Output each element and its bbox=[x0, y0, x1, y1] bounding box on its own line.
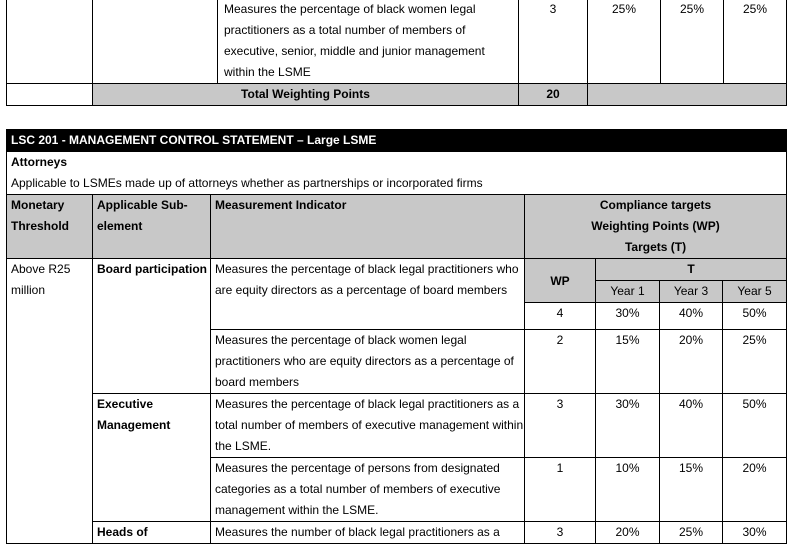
t-subheader: T bbox=[596, 259, 787, 281]
indicator-cell: Measures the percentage of black women legal practitioners as a total number of members of executive, senior, middle and junior management within the LSME bbox=[218, 0, 519, 84]
management-control-statement-table bbox=[6, 129, 787, 544]
year3-cell: 15% bbox=[660, 458, 723, 522]
threshold-cell: Above R25 million bbox=[7, 259, 93, 544]
wp-cell: 1 bbox=[525, 458, 596, 522]
year5-cell: 25% bbox=[724, 0, 787, 84]
subelement-cell: Heads of bbox=[93, 522, 211, 544]
wp-subheader: WP bbox=[525, 259, 596, 303]
empty-cell bbox=[588, 84, 787, 106]
targets-header: Targets (T) bbox=[525, 237, 787, 259]
year5-cell: 25% bbox=[723, 330, 787, 394]
weighting-table-fragment bbox=[6, 0, 787, 106]
subelement-cell: Executive Management bbox=[93, 394, 211, 522]
table-row bbox=[7, 394, 787, 458]
year3-cell: 25% bbox=[660, 522, 723, 544]
applicable-row bbox=[7, 173, 787, 195]
wp-cell: 3 bbox=[519, 0, 588, 84]
year3-cell: 40% bbox=[660, 303, 723, 330]
table-row bbox=[7, 259, 787, 281]
subelement-header: Applicable Sub-element bbox=[93, 195, 211, 259]
compliance-targets-header: Compliance targets bbox=[525, 195, 787, 217]
year1-subheader: Year 1 bbox=[596, 281, 660, 303]
weighting-points-header: Weighting Points (WP) bbox=[525, 216, 787, 237]
wp-cell: 4 bbox=[525, 303, 596, 330]
table-row bbox=[7, 522, 787, 544]
total-row bbox=[7, 84, 787, 106]
empty-cell bbox=[93, 0, 218, 84]
indicator-cell: Measures the percentage of black legal practitioners as a total number of members of executive management within the LSME. bbox=[211, 394, 525, 458]
wp-cell: 2 bbox=[525, 330, 596, 394]
year1-cell: 10% bbox=[596, 458, 660, 522]
year3-cell: 25% bbox=[661, 0, 724, 84]
year1-cell: 20% bbox=[596, 522, 660, 544]
subtitle-row bbox=[7, 152, 787, 174]
statement-title-row bbox=[7, 130, 787, 152]
year3-subheader: Year 3 bbox=[660, 281, 723, 303]
wp-cell: 3 bbox=[525, 394, 596, 458]
empty-cell bbox=[7, 0, 93, 84]
year5-cell: 20% bbox=[723, 458, 787, 522]
year5-cell: 30% bbox=[723, 522, 787, 544]
year5-cell: 50% bbox=[723, 394, 787, 458]
statement-subtitle: Attorneys bbox=[7, 152, 787, 174]
wp-cell: 3 bbox=[525, 522, 596, 544]
indicator-cell: Measures the number of black legal practitioners as a bbox=[211, 522, 525, 544]
year5-cell: 50% bbox=[723, 303, 787, 330]
year3-cell: 40% bbox=[660, 394, 723, 458]
year1-cell: 30% bbox=[596, 394, 660, 458]
year5-subheader: Year 5 bbox=[723, 281, 787, 303]
indicator-cell: Measures the percentage of black women legal practitioners who are equity directors as a percentage of board members bbox=[211, 330, 525, 394]
table-row bbox=[7, 0, 787, 84]
year1-cell: 30% bbox=[596, 303, 660, 330]
total-weighting-label: Total Weighting Points bbox=[93, 84, 519, 106]
year1-cell: 25% bbox=[588, 0, 661, 84]
applicable-text: Applicable to LSMEs made up of attorneys whether as partnerships or incorporated firms bbox=[7, 173, 787, 195]
year1-cell: 15% bbox=[596, 330, 660, 394]
total-weighting-value: 20 bbox=[519, 84, 588, 106]
indicator-cell: Measures the percentage of persons from designated categories as a total number of members of executive management within the LSME. bbox=[211, 458, 525, 522]
statement-title: LSC 201 - MANAGEMENT CONTROL STATEMENT – Large LSME bbox=[7, 130, 787, 152]
indicator-cell: Measures the percentage of black legal practitioners who are equity directors as a percentage of board members bbox=[211, 259, 525, 330]
subelement-cell: Board participation bbox=[93, 259, 211, 394]
measurement-indicator-header: Measurement Indicator bbox=[211, 195, 525, 259]
header-row bbox=[7, 195, 787, 217]
monetary-threshold-header: Monetary Threshold bbox=[7, 195, 93, 259]
empty-cell bbox=[7, 84, 93, 106]
year3-cell: 20% bbox=[660, 330, 723, 394]
